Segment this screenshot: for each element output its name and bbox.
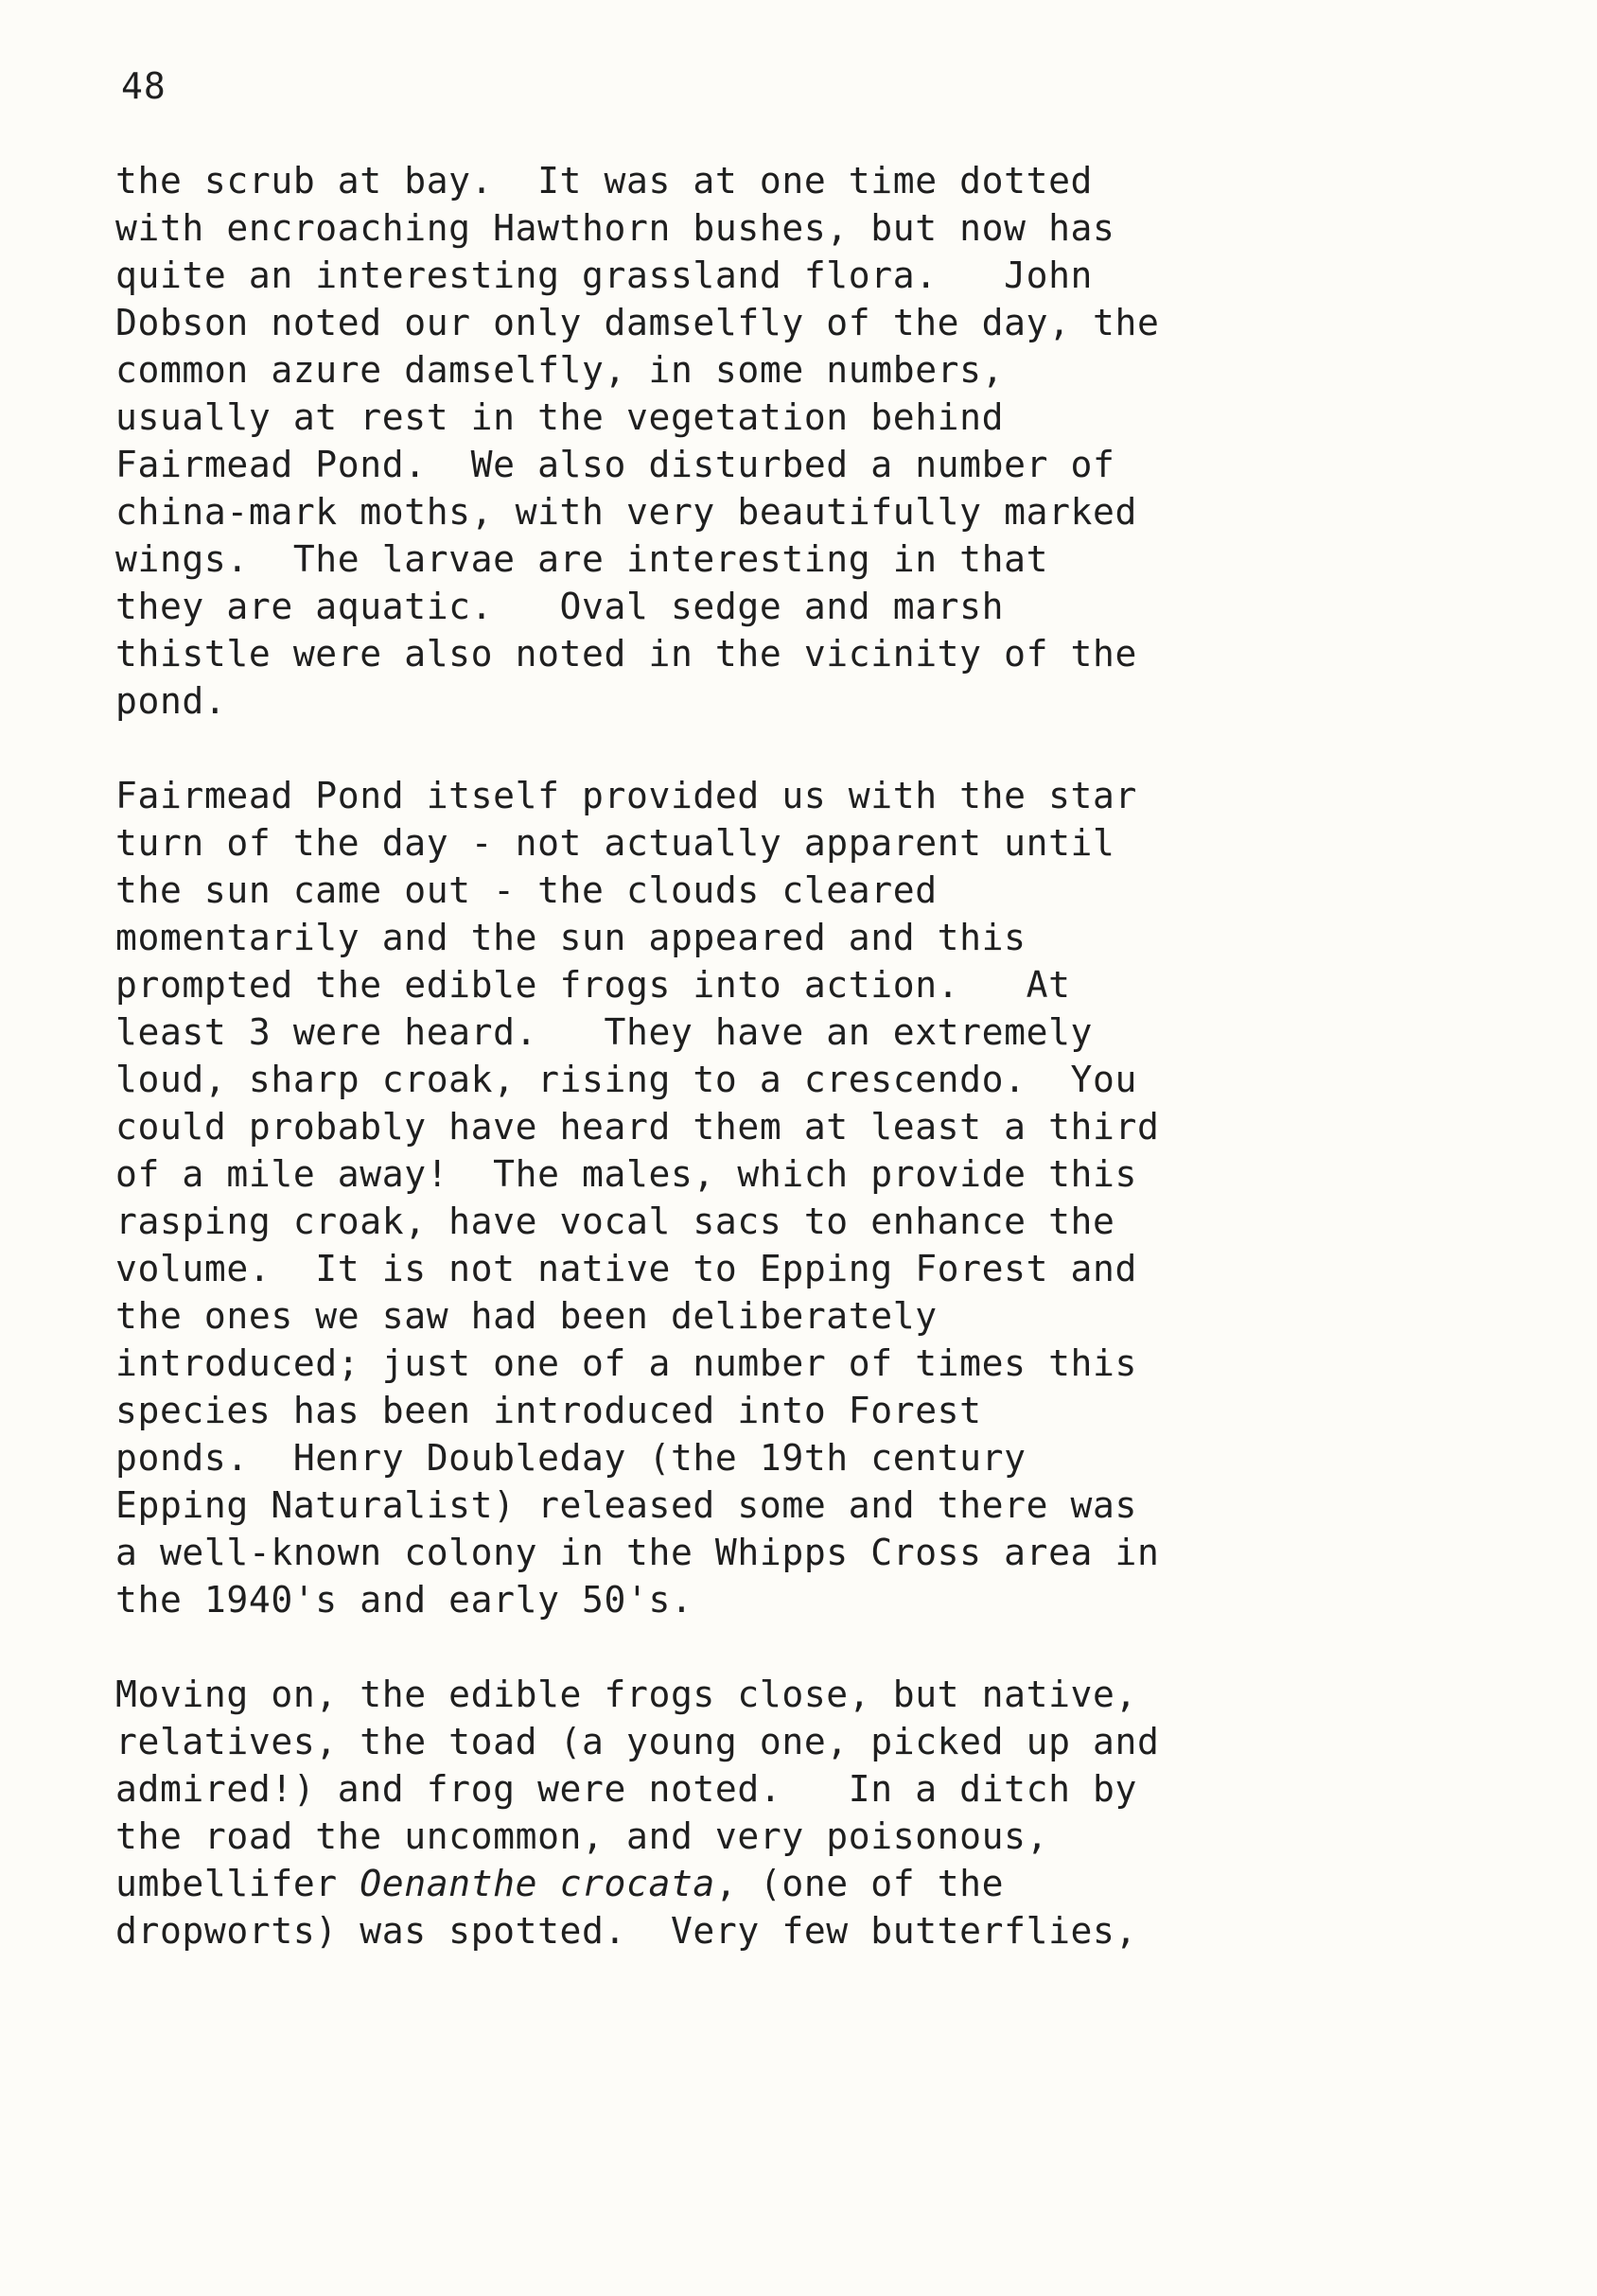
text-line: relatives, the toad (a young one, picked up and — [115, 1721, 1160, 1762]
text-line: the sun came out - the clouds cleared — [115, 869, 938, 911]
text-line: the road the uncommon, and very poisonous, — [115, 1815, 1049, 1857]
text-line: Epping Naturalist) released some and there was — [115, 1484, 1137, 1526]
species-name-italic: Oenanthe crocata — [360, 1863, 715, 1904]
text-line: common azure damselfly, in some numbers, — [115, 349, 1005, 391]
text-line: Fairmead Pond itself provided us with the star — [115, 775, 1137, 816]
text-line: the ones we saw had been deliberately — [115, 1295, 938, 1337]
text-line: of a mile away! The males, which provide this — [115, 1153, 1137, 1195]
text-line: with encroaching Hawthorn bushes, but now has — [115, 207, 1115, 249]
text-line: loud, sharp croak, rising to a crescendo. You — [115, 1059, 1137, 1100]
text-line: least 3 were heard. They have an extremely — [115, 1011, 1094, 1053]
text-line: china-mark moths, with very beautifully marked — [115, 491, 1137, 533]
text-line: they are aquatic. Oval sedge and marsh — [115, 586, 1005, 627]
text-line: ponds. Henry Doubleday (the 19th century — [115, 1437, 1027, 1479]
text-line-with-species-name — [115, 1860, 1506, 1907]
text-line: could probably have heard them at least a third — [115, 1106, 1160, 1148]
text-line: prompted the edible frogs into action. At — [115, 964, 1071, 1006]
paragraph-edible-frogs — [115, 772, 1506, 1623]
page-number: 48 — [121, 65, 167, 107]
text-line: admired!) and frog were noted. In a ditch by — [115, 1768, 1137, 1810]
text-line: volume. It is not native to Epping Forest and — [115, 1248, 1137, 1289]
text-line: momentarily and the sun appeared and this — [115, 917, 1027, 958]
text-line: species has been introduced into Forest — [115, 1390, 982, 1431]
text-line: turn of the day - not actually apparent until — [115, 822, 1115, 864]
text-line: introduced; just one of a number of times this — [115, 1342, 1137, 1384]
text-line: a well-known colony in the Whipps Cross area in — [115, 1532, 1160, 1573]
text-line: quite an interesting grassland flora. John — [115, 254, 1094, 296]
text-line: rasping croak, have vocal sacs to enhance the — [115, 1201, 1115, 1242]
text-line: the scrub at bay. It was at one time dotted — [115, 160, 1094, 202]
text-line: the 1940's and early 50's. — [115, 1579, 693, 1621]
text-line: Moving on, the edible frogs close, but native, — [115, 1674, 1137, 1715]
text-line: wings. The larvae are interesting in that — [115, 538, 1049, 580]
text-line: usually at rest in the vegetation behind — [115, 396, 1005, 438]
text-segment: , (one of the — [714, 1863, 1005, 1904]
paragraph-scrub-grassland — [115, 157, 1506, 725]
text-segment: umbellifer — [115, 1863, 360, 1904]
text-line: thistle were also noted in the vicinity of the — [115, 633, 1137, 675]
text-line: Dobson noted our only damselfly of the day, the — [115, 302, 1160, 343]
paragraph-moving-on — [115, 1671, 1506, 1954]
text-line: dropworts) was spotted. Very few butterflies, — [115, 1910, 1137, 1952]
body-text — [115, 157, 1506, 1954]
text-line: Fairmead Pond. We also disturbed a number of — [115, 444, 1115, 485]
text-line: pond. — [115, 680, 227, 722]
